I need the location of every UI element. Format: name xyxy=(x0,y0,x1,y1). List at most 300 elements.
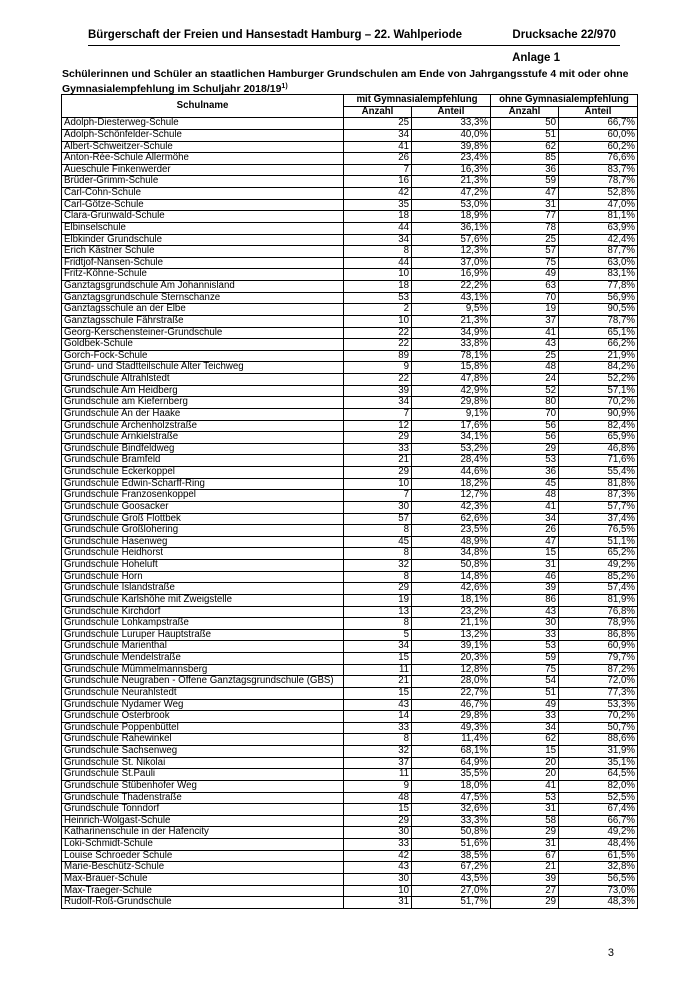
without-anzahl-cell: 54 xyxy=(491,676,559,688)
school-name-cell: Grundschule Neugraben - Offene Ganztagsgrundschule (GBS) xyxy=(62,676,344,688)
table-row xyxy=(62,664,638,676)
with-anteil-cell: 68,1% xyxy=(412,746,491,758)
table-row xyxy=(62,536,638,548)
school-name-cell: Grundschule Kirchdorf xyxy=(62,606,344,618)
with-anteil-cell: 14,8% xyxy=(412,571,491,583)
with-anteil-cell: 22,7% xyxy=(412,687,491,699)
table-row xyxy=(62,164,638,176)
without-anteil-cell: 83,7% xyxy=(559,164,638,176)
with-anteil-cell: 37,0% xyxy=(412,257,491,269)
without-anteil-cell: 77,8% xyxy=(559,281,638,293)
without-anzahl-cell: 27 xyxy=(491,885,559,897)
with-anteil-cell: 50,8% xyxy=(412,827,491,839)
without-anteil-cell: 21,9% xyxy=(559,350,638,362)
school-name-cell: Grundschule Archenholzstraße xyxy=(62,420,344,432)
with-anteil-cell: 47,5% xyxy=(412,792,491,804)
school-name-cell: Grundschule Franzosenkoppel xyxy=(62,490,344,502)
school-name-cell: Georg-Kerschensteiner-Grundschule xyxy=(62,327,344,339)
without-anteil-cell: 47,0% xyxy=(559,199,638,211)
without-anteil-cell: 82,0% xyxy=(559,780,638,792)
without-anteil-cell: 46,8% xyxy=(559,443,638,455)
table-row xyxy=(62,129,638,141)
without-anzahl-cell: 50 xyxy=(491,118,559,130)
with-anteil-cell: 33,8% xyxy=(412,339,491,351)
with-anteil-cell: 34,9% xyxy=(412,327,491,339)
with-anteil-cell: 64,9% xyxy=(412,757,491,769)
without-anteil-cell: 32,8% xyxy=(559,862,638,874)
without-anzahl-cell: 29 xyxy=(491,443,559,455)
table-row xyxy=(62,618,638,630)
school-name-cell: Aueschule Finkenwerder xyxy=(62,164,344,176)
without-anzahl-cell: 41 xyxy=(491,780,559,792)
table-row xyxy=(62,281,638,293)
with-anzahl-cell: 9 xyxy=(344,780,412,792)
header-group-without-recommendation: ohne Gymnasialempfehlung xyxy=(491,95,638,107)
without-anteil-cell: 65,9% xyxy=(559,432,638,444)
with-anzahl-cell: 53 xyxy=(344,292,412,304)
table-row xyxy=(62,292,638,304)
school-name-cell: Grundschule Arnkielstraße xyxy=(62,432,344,444)
with-anteil-cell: 32,6% xyxy=(412,804,491,816)
annex-label: Anlage 1 xyxy=(512,52,560,64)
without-anteil-cell: 85,2% xyxy=(559,571,638,583)
school-name-cell: Grundschule Hasenweg xyxy=(62,536,344,548)
without-anteil-cell: 48,4% xyxy=(559,839,638,851)
school-name-cell: Grundschule Osterbrook xyxy=(62,711,344,723)
without-anteil-cell: 56,9% xyxy=(559,292,638,304)
without-anteil-cell: 60,0% xyxy=(559,129,638,141)
with-anzahl-cell: 11 xyxy=(344,769,412,781)
without-anteil-cell: 35,1% xyxy=(559,757,638,769)
table-row xyxy=(62,257,638,269)
table-body xyxy=(62,118,638,909)
with-anzahl-cell: 42 xyxy=(344,188,412,200)
table-row xyxy=(62,153,638,165)
school-name-cell: Anton-Rée-Schule Allermöhe xyxy=(62,153,344,165)
page-header xyxy=(88,27,620,46)
without-anteil-cell: 42,4% xyxy=(559,234,638,246)
school-name-cell: Brüder-Grimm-Schule xyxy=(62,176,344,188)
table-row xyxy=(62,687,638,699)
without-anzahl-cell: 34 xyxy=(491,722,559,734)
with-anzahl-cell: 8 xyxy=(344,548,412,560)
table-row xyxy=(62,327,638,339)
with-anzahl-cell: 29 xyxy=(344,583,412,595)
without-anzahl-cell: 30 xyxy=(491,618,559,630)
with-anzahl-cell: 8 xyxy=(344,734,412,746)
with-anzahl-cell: 22 xyxy=(344,339,412,351)
without-anteil-cell: 81,1% xyxy=(559,211,638,223)
without-anzahl-cell: 57 xyxy=(491,246,559,258)
school-name-cell: Grund- und Stadtteilschule Alter Teichweg xyxy=(62,362,344,374)
with-anzahl-cell: 34 xyxy=(344,641,412,653)
without-anzahl-cell: 34 xyxy=(491,513,559,525)
with-anteil-cell: 62,6% xyxy=(412,513,491,525)
with-anteil-cell: 34,1% xyxy=(412,432,491,444)
without-anteil-cell: 65,2% xyxy=(559,548,638,560)
with-anteil-cell: 50,8% xyxy=(412,560,491,572)
table-row xyxy=(62,548,638,560)
school-name-cell: Adolph-Diesterweg-Schule xyxy=(62,118,344,130)
table-row xyxy=(62,199,638,211)
without-anzahl-cell: 31 xyxy=(491,199,559,211)
table-row xyxy=(62,629,638,641)
school-name-cell: Carl-Götze-Schule xyxy=(62,199,344,211)
without-anteil-cell: 63,0% xyxy=(559,257,638,269)
without-anzahl-cell: 62 xyxy=(491,734,559,746)
school-name-cell: Grundschule Heidhorst xyxy=(62,548,344,560)
with-anteil-cell: 16,9% xyxy=(412,269,491,281)
without-anzahl-cell: 59 xyxy=(491,653,559,665)
table-row xyxy=(62,432,638,444)
without-anteil-cell: 31,9% xyxy=(559,746,638,758)
with-anzahl-cell: 45 xyxy=(344,536,412,548)
header-document-number: Drucksache 22/970 xyxy=(512,29,616,41)
school-name-cell: Ganztagsschule an der Elbe xyxy=(62,304,344,316)
without-anteil-cell: 87,7% xyxy=(559,246,638,258)
without-anzahl-cell: 78 xyxy=(491,222,559,234)
table-row xyxy=(62,222,638,234)
without-anteil-cell: 76,8% xyxy=(559,606,638,618)
with-anteil-cell: 12,3% xyxy=(412,246,491,258)
with-anzahl-cell: 18 xyxy=(344,211,412,223)
with-anteil-cell: 47,2% xyxy=(412,188,491,200)
with-anteil-cell: 12,8% xyxy=(412,664,491,676)
school-name-cell: Grundschule An der Haake xyxy=(62,408,344,420)
with-anzahl-cell: 19 xyxy=(344,594,412,606)
without-anteil-cell: 57,4% xyxy=(559,583,638,595)
school-name-cell: Fritz-Köhne-Schule xyxy=(62,269,344,281)
table-row xyxy=(62,583,638,595)
with-anzahl-cell: 35 xyxy=(344,199,412,211)
school-name-cell: Max-Traeger-Schule xyxy=(62,885,344,897)
with-anteil-cell: 40,0% xyxy=(412,129,491,141)
table-row xyxy=(62,699,638,711)
school-name-cell: Grundschule Großlohering xyxy=(62,525,344,537)
without-anzahl-cell: 39 xyxy=(491,583,559,595)
table-row xyxy=(62,734,638,746)
header-with-anzahl: Anzahl xyxy=(344,106,412,118)
without-anteil-cell: 83,1% xyxy=(559,269,638,281)
table-row xyxy=(62,467,638,479)
school-name-cell: Grundschule Altrahlstedt xyxy=(62,374,344,386)
without-anteil-cell: 81,9% xyxy=(559,594,638,606)
with-anzahl-cell: 32 xyxy=(344,560,412,572)
with-anteil-cell: 18,2% xyxy=(412,478,491,490)
without-anzahl-cell: 39 xyxy=(491,873,559,885)
with-anteil-cell: 51,6% xyxy=(412,839,491,851)
with-anteil-cell: 17,6% xyxy=(412,420,491,432)
table-row xyxy=(62,188,638,200)
table-row xyxy=(62,641,638,653)
school-name-cell: Grundschule Luruper Hauptstraße xyxy=(62,629,344,641)
table-row xyxy=(62,443,638,455)
school-name-cell: Grundschule Thadenstraße xyxy=(62,792,344,804)
school-name-cell: Grundschule Lohkampstraße xyxy=(62,618,344,630)
without-anteil-cell: 84,2% xyxy=(559,362,638,374)
with-anteil-cell: 21,3% xyxy=(412,176,491,188)
without-anzahl-cell: 19 xyxy=(491,304,559,316)
with-anteil-cell: 16,3% xyxy=(412,164,491,176)
without-anzahl-cell: 33 xyxy=(491,629,559,641)
table-row xyxy=(62,234,638,246)
without-anteil-cell: 50,7% xyxy=(559,722,638,734)
without-anteil-cell: 49,2% xyxy=(559,827,638,839)
school-name-cell: Grundschule Stübenhofer Weg xyxy=(62,780,344,792)
school-name-cell: Grundschule Rahewinkel xyxy=(62,734,344,746)
table-row xyxy=(62,525,638,537)
without-anzahl-cell: 75 xyxy=(491,664,559,676)
without-anzahl-cell: 85 xyxy=(491,153,559,165)
without-anteil-cell: 72,0% xyxy=(559,676,638,688)
with-anzahl-cell: 13 xyxy=(344,606,412,618)
with-anteil-cell: 44,6% xyxy=(412,467,491,479)
school-name-cell: Adolph-Schönfelder-Schule xyxy=(62,129,344,141)
with-anteil-cell: 67,2% xyxy=(412,862,491,874)
without-anzahl-cell: 24 xyxy=(491,374,559,386)
table-row xyxy=(62,862,638,874)
school-name-cell: Grundschule Marienthal xyxy=(62,641,344,653)
without-anteil-cell: 71,6% xyxy=(559,455,638,467)
table-row xyxy=(62,757,638,769)
header-schulname: Schulname xyxy=(62,95,344,118)
with-anteil-cell: 21,1% xyxy=(412,618,491,630)
without-anteil-cell: 70,2% xyxy=(559,711,638,723)
with-anzahl-cell: 15 xyxy=(344,687,412,699)
without-anzahl-cell: 25 xyxy=(491,234,559,246)
school-name-cell: Rudolf-Roß-Grundschule xyxy=(62,897,344,909)
table-row xyxy=(62,897,638,909)
with-anteil-cell: 39,1% xyxy=(412,641,491,653)
school-name-cell: Carl-Cohn-Schule xyxy=(62,188,344,200)
with-anteil-cell: 53,2% xyxy=(412,443,491,455)
without-anteil-cell: 60,2% xyxy=(559,141,638,153)
with-anteil-cell: 27,0% xyxy=(412,885,491,897)
without-anteil-cell: 63,9% xyxy=(559,222,638,234)
without-anzahl-cell: 49 xyxy=(491,269,559,281)
table-row xyxy=(62,792,638,804)
without-anzahl-cell: 47 xyxy=(491,536,559,548)
table-row xyxy=(62,385,638,397)
with-anzahl-cell: 21 xyxy=(344,676,412,688)
page-number: 3 xyxy=(607,947,614,959)
school-name-cell: Grundschule St. Nikolai xyxy=(62,757,344,769)
with-anzahl-cell: 33 xyxy=(344,722,412,734)
table-row xyxy=(62,850,638,862)
without-anzahl-cell: 21 xyxy=(491,862,559,874)
without-anteil-cell: 56,5% xyxy=(559,873,638,885)
table-row xyxy=(62,118,638,130)
table-row xyxy=(62,501,638,513)
school-name-cell: Gorch-Fock-Schule xyxy=(62,350,344,362)
without-anzahl-cell: 36 xyxy=(491,164,559,176)
with-anzahl-cell: 9 xyxy=(344,362,412,374)
table-row xyxy=(62,455,638,467)
with-anzahl-cell: 8 xyxy=(344,618,412,630)
with-anzahl-cell: 5 xyxy=(344,629,412,641)
school-name-cell: Grundschule Neurahlstedt xyxy=(62,687,344,699)
with-anteil-cell: 28,4% xyxy=(412,455,491,467)
with-anzahl-cell: 8 xyxy=(344,525,412,537)
with-anteil-cell: 48,9% xyxy=(412,536,491,548)
without-anzahl-cell: 52 xyxy=(491,385,559,397)
table-row xyxy=(62,711,638,723)
with-anteil-cell: 9,1% xyxy=(412,408,491,420)
without-anteil-cell: 76,6% xyxy=(559,153,638,165)
with-anzahl-cell: 26 xyxy=(344,153,412,165)
school-name-cell: Ganztagsgrundschule Sternschanze xyxy=(62,292,344,304)
without-anzahl-cell: 31 xyxy=(491,560,559,572)
school-name-cell: Fridtjof-Nansen-Schule xyxy=(62,257,344,269)
school-name-cell: Grundschule Edwin-Scharff-Ring xyxy=(62,478,344,490)
without-anzahl-cell: 77 xyxy=(491,211,559,223)
with-anzahl-cell: 33 xyxy=(344,443,412,455)
table-row xyxy=(62,804,638,816)
school-name-cell: Grundschule Goosacker xyxy=(62,501,344,513)
without-anteil-cell: 78,7% xyxy=(559,315,638,327)
header-without-anzahl: Anzahl xyxy=(491,106,559,118)
with-anzahl-cell: 10 xyxy=(344,885,412,897)
table-row xyxy=(62,176,638,188)
table-title-text: Schülerinnen und Schüler an staatlichen Hamburger Grundschulen am Ende von Jahrgangsstufe 4 mit oder ohne Gymnasialempfehlung im Schuljahr 2018/19 xyxy=(62,68,629,95)
school-name-cell: Grundschule Bindfeldweg xyxy=(62,443,344,455)
without-anzahl-cell: 37 xyxy=(491,315,559,327)
school-name-cell: Albert-Schweitzer-Schule xyxy=(62,141,344,153)
without-anzahl-cell: 31 xyxy=(491,804,559,816)
school-name-cell: Grundschule Poppenbüttel xyxy=(62,722,344,734)
school-name-cell: Max-Brauer-Schule xyxy=(62,873,344,885)
with-anteil-cell: 42,6% xyxy=(412,583,491,595)
school-name-cell: Grundschule Sachsenweg xyxy=(62,746,344,758)
without-anteil-cell: 66,7% xyxy=(559,118,638,130)
school-name-cell: Grundschule Groß Flottbek xyxy=(62,513,344,525)
school-name-cell: Grundschule Mümmelmannsberg xyxy=(62,664,344,676)
with-anzahl-cell: 37 xyxy=(344,757,412,769)
school-name-cell: Grundschule Eckerkoppel xyxy=(62,467,344,479)
header-without-anteil: Anteil xyxy=(559,106,638,118)
with-anteil-cell: 18,1% xyxy=(412,594,491,606)
with-anteil-cell: 53,0% xyxy=(412,199,491,211)
without-anzahl-cell: 53 xyxy=(491,792,559,804)
with-anteil-cell: 12,7% xyxy=(412,490,491,502)
with-anteil-cell: 43,5% xyxy=(412,873,491,885)
table-row xyxy=(62,141,638,153)
with-anzahl-cell: 29 xyxy=(344,432,412,444)
without-anteil-cell: 86,8% xyxy=(559,629,638,641)
table-row xyxy=(62,676,638,688)
school-name-cell: Ganztagsgrundschule Am Johannisland xyxy=(62,281,344,293)
without-anteil-cell: 81,8% xyxy=(559,478,638,490)
with-anzahl-cell: 30 xyxy=(344,501,412,513)
without-anteil-cell: 49,2% xyxy=(559,560,638,572)
without-anteil-cell: 77,3% xyxy=(559,687,638,699)
with-anzahl-cell: 43 xyxy=(344,862,412,874)
table-row xyxy=(62,594,638,606)
with-anteil-cell: 46,7% xyxy=(412,699,491,711)
with-anzahl-cell: 10 xyxy=(344,478,412,490)
with-anzahl-cell: 48 xyxy=(344,792,412,804)
without-anzahl-cell: 33 xyxy=(491,711,559,723)
school-name-cell: Grundschule am Kiefernberg xyxy=(62,397,344,409)
school-name-cell: Grundschule Karlshöhe mit Zweigstelle xyxy=(62,594,344,606)
with-anteil-cell: 20,3% xyxy=(412,653,491,665)
without-anteil-cell: 67,4% xyxy=(559,804,638,816)
table-row xyxy=(62,269,638,281)
table-row xyxy=(62,246,638,258)
school-name-cell: Marie-Beschütz-Schule xyxy=(62,862,344,874)
table-row xyxy=(62,873,638,885)
without-anzahl-cell: 70 xyxy=(491,292,559,304)
without-anteil-cell: 64,5% xyxy=(559,769,638,781)
without-anzahl-cell: 20 xyxy=(491,769,559,781)
with-anteil-cell: 18,0% xyxy=(412,780,491,792)
with-anzahl-cell: 32 xyxy=(344,746,412,758)
without-anzahl-cell: 59 xyxy=(491,176,559,188)
without-anteil-cell: 51,1% xyxy=(559,536,638,548)
with-anteil-cell: 29,8% xyxy=(412,397,491,409)
table-row xyxy=(62,827,638,839)
with-anzahl-cell: 34 xyxy=(344,234,412,246)
without-anteil-cell: 66,2% xyxy=(559,339,638,351)
school-name-cell: Grundschule Mendelstraße xyxy=(62,653,344,665)
without-anteil-cell: 53,3% xyxy=(559,699,638,711)
with-anzahl-cell: 31 xyxy=(344,897,412,909)
with-anteil-cell: 42,9% xyxy=(412,385,491,397)
school-name-cell: Grundschule Horn xyxy=(62,571,344,583)
with-anzahl-cell: 43 xyxy=(344,699,412,711)
without-anzahl-cell: 47 xyxy=(491,188,559,200)
with-anzahl-cell: 7 xyxy=(344,408,412,420)
without-anteil-cell: 82,4% xyxy=(559,420,638,432)
without-anteil-cell: 66,7% xyxy=(559,815,638,827)
with-anzahl-cell: 22 xyxy=(344,327,412,339)
with-anteil-cell: 21,3% xyxy=(412,315,491,327)
without-anteil-cell: 87,2% xyxy=(559,664,638,676)
table-row xyxy=(62,420,638,432)
table-row xyxy=(62,304,638,316)
without-anteil-cell: 79,7% xyxy=(559,653,638,665)
with-anzahl-cell: 30 xyxy=(344,873,412,885)
without-anzahl-cell: 15 xyxy=(491,548,559,560)
with-anzahl-cell: 44 xyxy=(344,257,412,269)
without-anzahl-cell: 80 xyxy=(491,397,559,409)
without-anzahl-cell: 51 xyxy=(491,129,559,141)
with-anzahl-cell: 7 xyxy=(344,164,412,176)
with-anteil-cell: 39,8% xyxy=(412,141,491,153)
with-anzahl-cell: 34 xyxy=(344,129,412,141)
table-row xyxy=(62,885,638,897)
without-anzahl-cell: 45 xyxy=(491,478,559,490)
without-anteil-cell: 90,9% xyxy=(559,408,638,420)
with-anzahl-cell: 18 xyxy=(344,281,412,293)
without-anteil-cell: 57,7% xyxy=(559,501,638,513)
table-row xyxy=(62,722,638,734)
table-row xyxy=(62,571,638,583)
without-anzahl-cell: 70 xyxy=(491,408,559,420)
table-row xyxy=(62,560,638,572)
header-with-anteil: Anteil xyxy=(412,106,491,118)
table-row xyxy=(62,769,638,781)
without-anteil-cell: 52,5% xyxy=(559,792,638,804)
with-anteil-cell: 34,8% xyxy=(412,548,491,560)
school-recommendation-table xyxy=(61,94,638,909)
with-anzahl-cell: 57 xyxy=(344,513,412,525)
with-anzahl-cell: 41 xyxy=(344,141,412,153)
with-anzahl-cell: 25 xyxy=(344,118,412,130)
with-anzahl-cell: 30 xyxy=(344,827,412,839)
without-anteil-cell: 52,8% xyxy=(559,188,638,200)
with-anzahl-cell: 22 xyxy=(344,374,412,386)
